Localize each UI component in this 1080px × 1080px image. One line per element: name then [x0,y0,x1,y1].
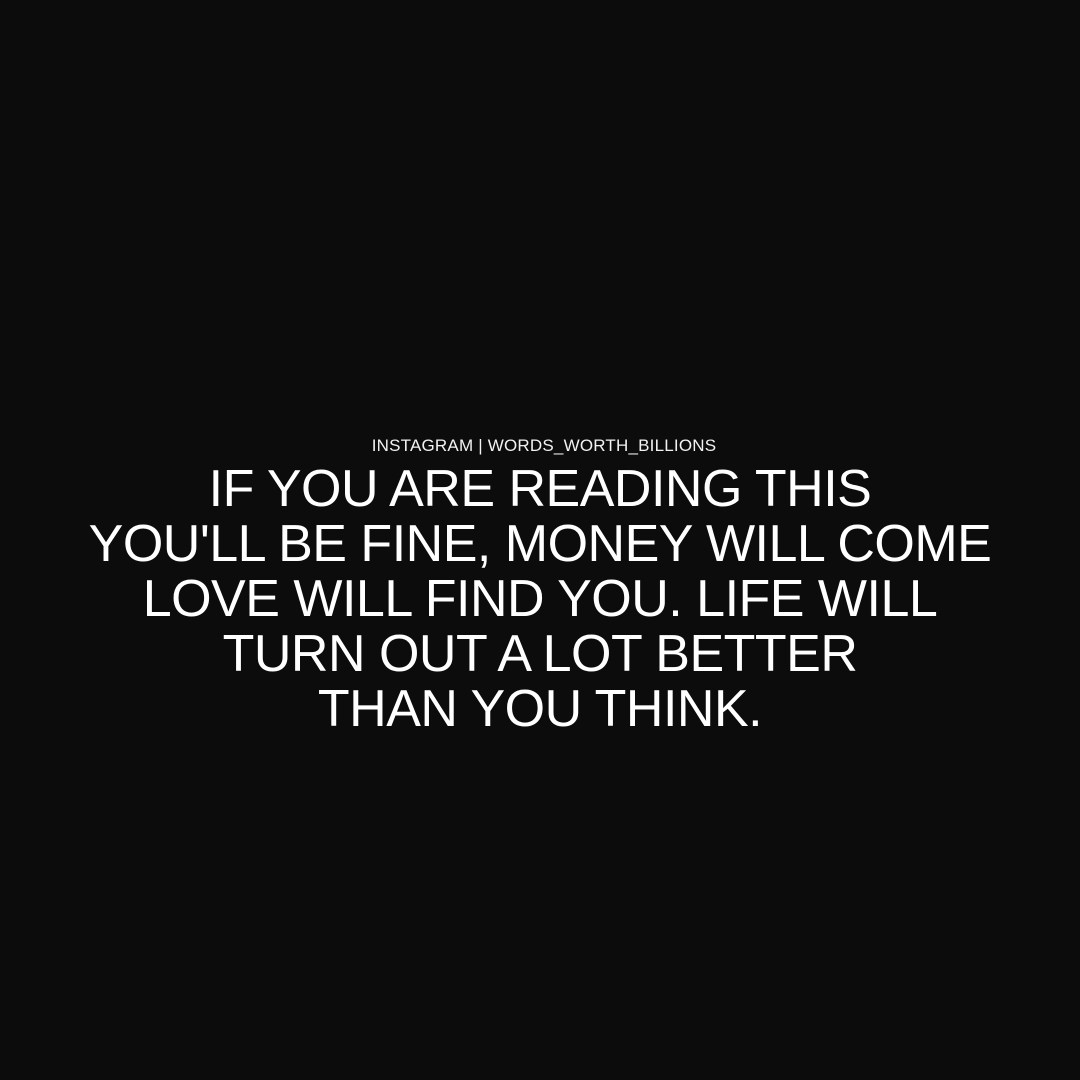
instagram-credit: INSTAGRAM | WORDS_WORTH_BILLIONS [371,436,717,455]
quote-line-4: TURN OUT A LOT BETTER [222,625,858,683]
quote-line-3: LOVE WILL FIND YOU. LIFE WILL [142,570,938,628]
quote-line-1: IF YOU ARE READING THIS [208,460,872,518]
quote-line-2: YOU'LL BE FINE, MONEY WILL COME [88,515,992,573]
quote-line-5: THAN YOU THINK. [317,680,763,738]
quote-block [0,436,1080,737]
